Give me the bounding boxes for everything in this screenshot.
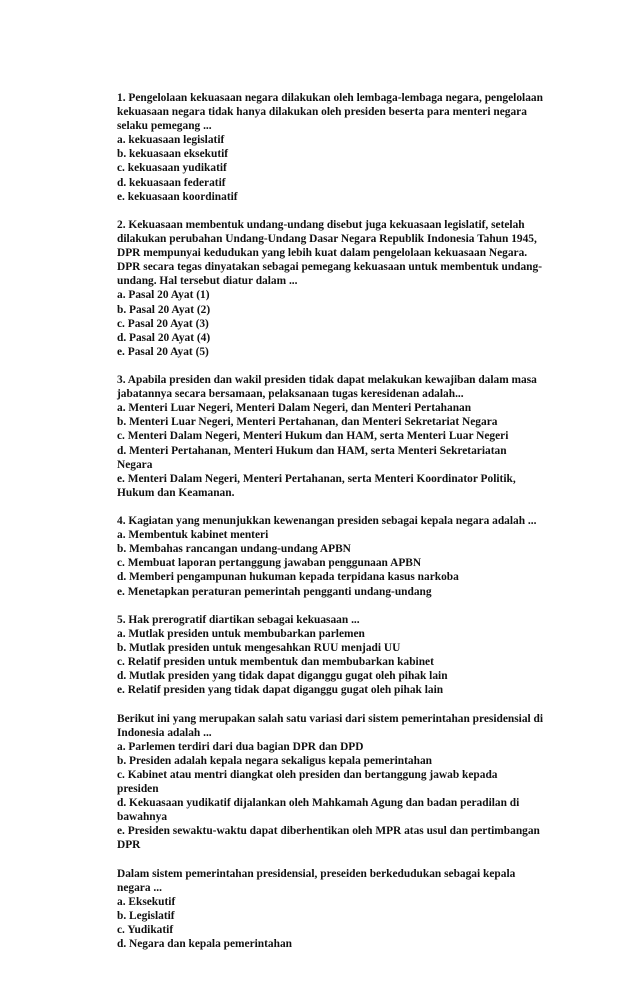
answer-option-text: d. kekuasaan federatif (117, 176, 226, 189)
answer-option-text: Hukum dan Keamanan. (117, 486, 235, 499)
answer-option-text: d. Menteri Pertahanan, Menteri Hukum dan HAM, serta Menteri Sekretariatan (117, 444, 507, 457)
answer-options (117, 627, 567, 697)
answer-option (117, 317, 567, 331)
answer-option-text: c. Menteri Dalam Negeri, Menteri Hukum dan HAM, serta Menteri Luar Negeri (117, 430, 509, 443)
answer-option (117, 570, 567, 584)
answer-option-text: b. Membahas rancangan undang-undang APBN (117, 543, 351, 556)
stem-line: jabatannya secara bersamaan, pelaksanaan tugas keresidenan adalah... (117, 388, 464, 401)
answer-option (117, 556, 567, 570)
answer-option (117, 133, 567, 147)
answer-option (117, 585, 567, 599)
stem-line: kekuasaan negara tidak hanya dilakukan oleh presiden beserta para menteri negara (117, 106, 527, 119)
question-1 (117, 91, 567, 204)
stem-line: selaku pemegang ... (117, 120, 212, 133)
answer-options (117, 401, 567, 500)
answer-option-text: e. kekuasaan koordinatif (117, 190, 238, 203)
question-stem (117, 712, 567, 740)
answer-option (117, 754, 567, 768)
answer-option (117, 768, 567, 796)
question-stem (117, 218, 567, 288)
question-5 (117, 613, 567, 698)
answer-option (117, 401, 567, 415)
stem-line: dilakukan perubahan Undang-Undang Dasar Negara Republik Indonesia Tahun 1945, (117, 233, 537, 246)
stem-line: 3. Apabila presiden dan wakil presiden tidak dapat melakukan kewajiban dalam masa (117, 374, 537, 387)
stem-line: undang. Hal tersebut diatur dalam ... (117, 275, 298, 288)
answer-option (117, 161, 567, 175)
answer-option-text: DPR (117, 839, 141, 852)
answer-options (117, 740, 567, 853)
answer-option-text: c. Kabinet atau mentri diangkat oleh presiden dan bertanggung jawab kepada (117, 768, 498, 781)
answer-option-text: a. Membentuk kabinet menteri (117, 529, 269, 542)
answer-option (117, 345, 567, 359)
question-stem (117, 613, 567, 627)
answer-option (117, 923, 567, 937)
answer-option-text: c. kekuasaan yudikatif (117, 162, 227, 175)
answer-option (117, 444, 567, 472)
answer-options (117, 288, 567, 358)
answer-option (117, 669, 567, 683)
answer-option (117, 415, 567, 429)
answer-option-text: bawahnya (117, 811, 168, 824)
answer-option-text: Negara (117, 458, 153, 471)
answer-option (117, 528, 567, 542)
answer-option-text: a. Menteri Luar Negeri, Menteri Dalam Negeri, dan Menteri Pertahanan (117, 402, 472, 415)
answer-option-text: c. Yudikatif (117, 924, 174, 937)
answer-option (117, 937, 567, 951)
answer-option-text: a. Eksekutif (117, 895, 176, 908)
answer-option-text: e. Menetapkan peraturan pemerintah pengganti undang-undang (117, 585, 432, 598)
question-stem (117, 867, 567, 895)
question-3 (117, 373, 567, 500)
answer-option-text: b. Mutlak presiden untuk mengesahkan RUU menjadi UU (117, 642, 401, 655)
stem-line: 1. Pengelolaan kekuasaan negara dilakukan oleh lembaga-lembaga negara, pengelolaan (117, 92, 543, 104)
answer-option-text: a. Parlemen terdiri dari dua bagian DPR dan DPD (117, 740, 364, 753)
answer-option (117, 740, 567, 754)
answer-option-text: d. Negara dan kepala pemerintahan (117, 938, 292, 951)
answer-option-text: c. Membuat laporan pertanggung jawaban penggunaan APBN (117, 557, 422, 570)
answer-option (117, 542, 567, 556)
answer-option-text: d. Pasal 20 Ayat (4) (117, 331, 211, 344)
question-6 (117, 712, 567, 853)
answer-option-text: b. kekuasaan eksekutif (117, 148, 229, 161)
answer-option-text: a. Pasal 20 Ayat (1) (117, 289, 210, 302)
stem-line: 2. Kekuasaan membentuk undang-undang disebut juga kekuasaan legislatif, setelah (117, 218, 525, 231)
stem-line: 4. Kagiatan yang menunjukkan kewenangan presiden sebagai kepala negara adalah ... (117, 515, 537, 528)
answer-options (117, 895, 567, 951)
answer-option (117, 429, 567, 443)
answer-options (117, 528, 567, 598)
answer-option-text: e. Relatif presiden yang tidak dapat diganggu gugat oleh pihak lain (117, 684, 444, 697)
answer-option-text: b. Legislatif (117, 910, 175, 922)
stem-line: 5. Hak prerogratif diartikan sebagai kekuasaan ... (117, 613, 360, 626)
answer-option-text: b. Pasal 20 Ayat (2) (117, 303, 211, 316)
stem-line: Dalam sistem pemerintahan presidensial, preseiden berkedudukan sebagai kepala (117, 867, 516, 880)
answer-option-text: c. Relatif presiden untuk membentuk dan membubarkan kabinet (117, 656, 434, 669)
question-7 (117, 867, 567, 952)
answer-option (117, 909, 567, 923)
answer-option-text: a. kekuasaan legislatif (117, 134, 225, 147)
answer-option-text: a. Mutlak presiden untuk membubarkan parlemen (117, 627, 365, 640)
answer-option (117, 824, 567, 852)
question-4 (117, 514, 567, 599)
answer-option-text: c. Pasal 20 Ayat (3) (117, 317, 209, 330)
answer-option (117, 331, 567, 345)
answer-option-text: b. Menteri Luar Negeri, Menteri Pertahanan, dan Menteri Sekretariat Negara (117, 416, 498, 429)
question-stem (117, 514, 567, 528)
answer-option (117, 190, 567, 204)
answer-option (117, 147, 567, 161)
answer-options (117, 133, 567, 203)
stem-line: negara ... (117, 881, 162, 894)
answer-option-text: b. Presiden adalah kepala negara sekaligus kepala pemerintahan (117, 754, 432, 767)
stem-line: Indonesia adalah ... (117, 726, 212, 739)
exam-document (117, 91, 567, 965)
question-stem (117, 373, 567, 401)
answer-option (117, 627, 567, 641)
answer-option (117, 641, 567, 655)
stem-line: Berikut ini yang merupakan salah satu variasi dari sistem pemerintahan presidensial di (117, 712, 544, 725)
stem-line: DPR secara tegas dinyatakan sebagai pemegang kekuasaan untuk membentuk undang- (117, 261, 543, 274)
stem-line: DPR mempunyai kedudukan yang lebih kuat dalam pengelolaan kekuasaan Negara. (117, 247, 528, 260)
answer-option-text: presiden (117, 783, 159, 796)
answer-option (117, 472, 567, 500)
answer-option-text: d. Kekuasaan yudikatif dijalankan oleh Mahkamah Agung dan badan peradilan di (117, 797, 520, 810)
answer-option (117, 176, 567, 190)
answer-option (117, 303, 567, 317)
answer-option-text: e. Presiden sewaktu-waktu dapat diberhentikan oleh MPR atas usul dan pertimbangan (117, 825, 540, 838)
answer-option-text: d. Memberi pengampunan hukuman kepada terpidana kasus narkoba (117, 571, 459, 584)
answer-option (117, 683, 567, 697)
answer-option-text: d. Mutlak presiden yang tidak dapat diganggu gugat oleh pihak lain (117, 670, 448, 683)
question-stem (117, 91, 567, 133)
answer-option (117, 655, 567, 669)
answer-option (117, 895, 567, 909)
answer-option-text: e. Menteri Dalam Negeri, Menteri Pertahanan, serta Menteri Koordinator Politik, (117, 472, 516, 485)
answer-option (117, 796, 567, 824)
question-2 (117, 218, 567, 359)
answer-option (117, 288, 567, 302)
answer-option-text: e. Pasal 20 Ayat (5) (117, 345, 209, 358)
